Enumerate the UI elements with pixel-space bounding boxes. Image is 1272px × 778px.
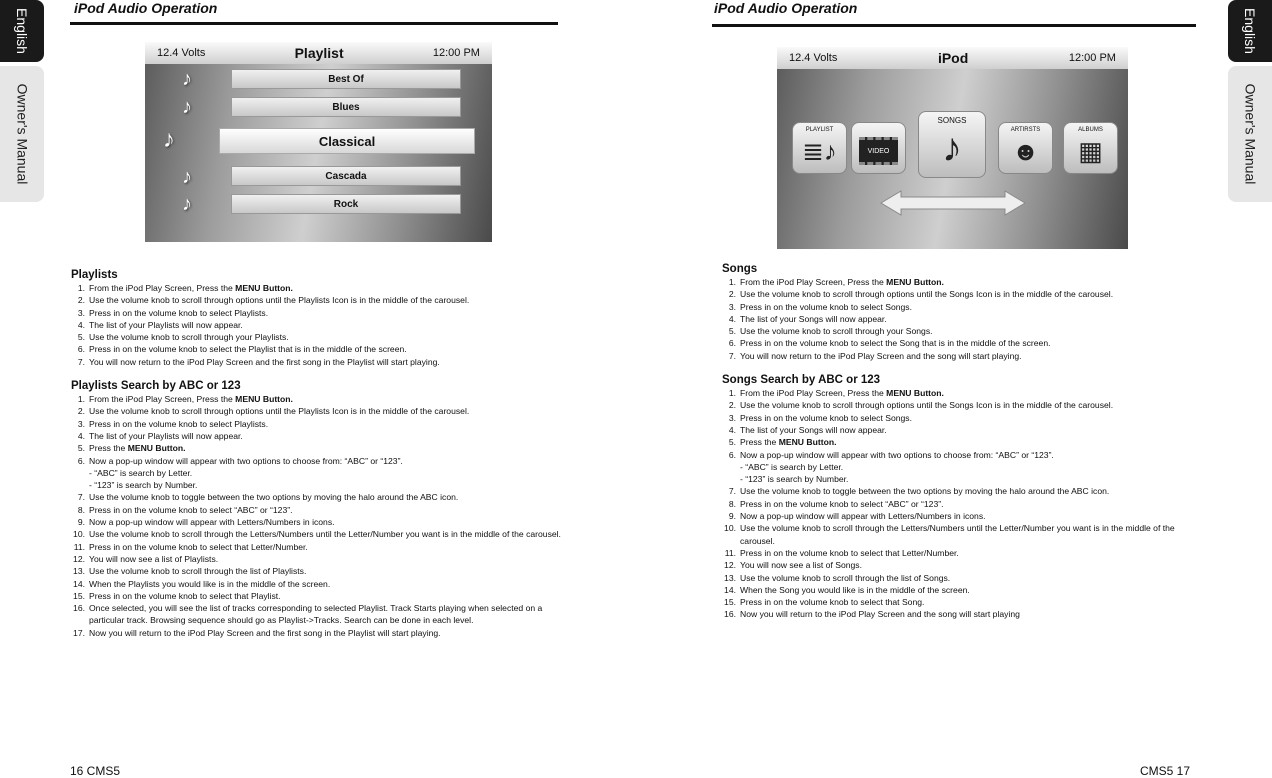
step-number: 13. [73,566,85,577]
step-bold-text: MENU Button. [127,443,186,454]
step-item [71,356,561,368]
step-text: Press in on the volume knob to select Songs. [740,412,912,423]
step-number: 10. [73,529,85,540]
step-number: 2. [77,295,85,306]
step-item [722,288,1192,300]
step-text: Use the volume knob to scroll through your Songs. [740,326,933,337]
step-item [71,307,561,319]
playlist-icon: ≣♪ [802,136,837,166]
step-text: When the Song you would like is in the middle of the screen. [740,584,970,595]
step-text: Press in on the volume knob to select Playlists. [89,307,269,318]
step-text: Use the volume knob to scroll through the Letters/Numbers until the Letter/Number you want is in the middle of the carousel. [89,529,561,540]
step-number: 5. [77,443,85,454]
step-number: 5. [728,437,736,448]
step-number: 3. [77,307,85,318]
step-item [71,393,561,405]
step-text: From the iPod Play Screen, Press the [89,394,236,405]
step-number: 7. [77,356,85,367]
step-number: 9. [77,517,85,528]
step-text: You will now see a list of Playlists. [89,553,219,564]
music-note-icon: ♪ [163,126,175,153]
step-text: Press in on the volume knob to select the Playlist that is in the middle of the screen. [89,344,407,355]
step-item [71,491,561,503]
step-text: The list of your Songs will now appear. [740,424,887,435]
step-number: 2. [77,406,85,417]
step-item [71,331,561,343]
step-number: 13. [724,572,736,583]
playlist-screen [145,42,492,242]
clock: 12:00 PM [432,47,480,59]
playlists-search-section [71,379,561,639]
step-number: 4. [77,319,85,330]
step-number: 10. [724,523,736,534]
step-number: 15. [73,590,85,601]
step-text: Once selected, you will see the list of tracks corresponding to selected Playlist. Track Starts playing when selected on a particular track. Browsing sequence should go as Playlist->Tracks. Search can be done in each level. [89,603,543,626]
step-item [71,418,561,430]
step-item [722,485,1192,497]
step-bold-text: MENU Button. [778,437,837,448]
step-text: When the Playlists you would like is in the middle of the screen. [89,578,331,589]
playlist-item[interactable]: Blues [231,97,461,117]
section-heading: Playlists Search by ABC or 123 [71,380,241,393]
owners-manual-tab: Owner's Manual [1228,66,1272,202]
page-title: iPod Audio Operation [714,0,858,16]
step-text: Press in on the volume knob to select Playlists. [89,418,269,429]
songs-section [722,262,1192,362]
step-number: 6. [728,338,736,349]
step-item [722,313,1192,325]
step-number: 8. [728,498,736,509]
right-text [722,262,1192,621]
step-number: 7. [77,492,85,503]
step-bold-text: MENU Button. [886,388,944,399]
section-heading: Songs [722,263,758,275]
step-number: 1. [77,283,85,293]
step-item [71,282,561,294]
step-item [71,565,561,577]
music-note-icon: ♪ [182,68,192,90]
step-bold-text: MENU Button. [235,283,293,293]
carousel-artists[interactable]: ARTIRSTS ☻ [998,122,1053,174]
step-text: Now a pop-up window will appear with two options to choose from: “ABC” or “123”. [740,449,1054,460]
screen-title: Playlist [294,45,344,61]
step-item [71,442,561,454]
section-heading: Songs Search by ABC or 123 [722,374,881,387]
step-item [722,350,1192,362]
steps-list [71,282,561,368]
step-item [71,627,561,639]
step-number: 8. [77,504,85,515]
step-number: 11. [73,541,85,552]
step-number: 15. [724,597,736,608]
step-number: 1. [728,277,736,287]
step-item [722,276,1192,288]
playlist-item[interactable]: Rock [231,194,461,214]
step-text: Press in on the volume knob to select that Song. [740,597,925,608]
step-item [722,522,1192,547]
step-item [71,516,561,528]
owners-manual-tab: Owner's Manual [0,66,44,202]
clock: 12:00 PM [1068,52,1116,64]
step-number: 6. [77,455,85,466]
status-bar [145,42,492,64]
step-text: Use the volume knob to scroll through your Playlists. [89,332,289,343]
step-text: Press in on the volume knob to select “ABC” or “123”. [89,504,293,515]
carousel-video[interactable]: VIDEO [851,122,906,174]
step-text: From the iPod Play Screen, Press the [740,277,887,287]
music-note-icon: ♪ [942,126,962,170]
step-subitem: - “ABC” is search by Letter. [740,461,844,472]
step-text: You will now return to the iPod Play Screen and the first song in the Playlist will start playing. [89,356,440,367]
playlist-item-selected[interactable]: Classical [219,128,475,154]
step-item [722,436,1192,448]
voltage-readout: 12.4 Volts [789,52,838,64]
step-number: 7. [728,486,736,497]
step-item [722,449,1192,486]
step-text: Now you will return to the iPod Play Screen and the song will start playing [740,609,1020,620]
page-title: iPod Audio Operation [74,0,218,16]
step-item [71,590,561,602]
step-item [722,608,1192,620]
step-text: Now a pop-up window will appear with Letters/Numbers in icons. [89,517,335,528]
step-text: Press in on the volume knob to select that Playlist. [89,590,281,601]
playlists-section [71,268,561,368]
step-number: 12. [724,560,736,571]
english-tab: English [0,0,44,62]
step-item [71,528,561,540]
steps-list [722,387,1192,621]
step-number: 16. [73,603,85,614]
step-subitem: - “123” is search by Number. [89,480,198,491]
step-item [722,547,1192,559]
step-item [722,498,1192,510]
step-bold-text: MENU Button. [235,394,293,405]
step-item [722,399,1192,411]
carousel-playlist[interactable]: PLAYLIST ≣♪ [792,122,847,174]
step-number: 16. [724,609,736,620]
step-text: Now a pop-up window will appear with two options to choose from: “ABC” or “123”. [89,455,403,466]
step-number: 9. [728,511,736,522]
step-text: You will now see a list of Songs. [740,560,862,571]
step-item [71,602,561,627]
scroll-arrow-icon [777,47,1128,249]
step-item [722,572,1192,584]
step-text: Now you will return to the iPod Play Screen and the first song in the Playlist will start playing. [89,627,441,638]
step-text: Use the volume knob to scroll through the list of Playlists. [89,566,307,577]
step-item [71,294,561,306]
step-text: Use the volume knob to scroll through options until the Playlists Icon is in the middle of the carousel. [89,295,470,306]
step-number: 1. [728,388,736,399]
music-note-icon: ♪ [182,166,192,188]
steps-list [722,276,1192,362]
carousel-songs[interactable]: SONGS ♪ [918,111,986,178]
step-text: Use the volume knob to scroll through options until the Songs Icon is in the middle of the carousel. [740,289,1114,300]
step-text: Use the volume knob to scroll through the list of Songs. [740,572,951,583]
step-number: 14. [724,584,736,595]
step-text: The list of your Playlists will now appear. [89,430,243,441]
artist-icon: ☻ [1011,136,1040,166]
step-text: Use the volume knob to scroll through the Letters/Numbers until the Letter/Number you want is in the middle of the carousel. [740,523,1175,546]
albums-icon: ▦ [1078,136,1103,166]
step-item [71,343,561,355]
step-number: 3. [728,301,736,312]
step-text: From the iPod Play Screen, Press the [740,388,887,399]
music-note-icon: ♪ [182,193,192,215]
step-item [722,301,1192,313]
step-text: You will now return to the iPod Play Screen and the song will start playing. [740,350,1022,361]
step-text: The list of your Playlists will now appear. [89,319,243,330]
left-text [71,268,561,639]
step-item [722,424,1192,436]
step-item [722,412,1192,424]
step-text: Now a pop-up window will appear with Letters/Numbers in icons. [740,511,986,522]
step-item [722,584,1192,596]
step-item [71,504,561,516]
playlist-item[interactable]: Best Of [231,69,461,89]
step-item [722,596,1192,608]
step-text: Use the volume knob to scroll through options until the Playlists Icon is in the middle of the carousel. [89,406,470,417]
step-item [71,553,561,565]
step-item [71,455,561,492]
step-number: 5. [728,326,736,337]
step-text: Press in on the volume knob to select Songs. [740,301,912,312]
step-subitem: - “ABC” is search by Letter. [89,467,193,478]
music-note-icon: ♪ [182,96,192,118]
ipod-screen [777,47,1128,249]
step-text: Press the [740,437,779,448]
step-item [71,319,561,331]
step-text: From the iPod Play Screen, Press the [89,283,236,293]
page-footer: CMS5 17 [1140,764,1191,778]
step-number: 2. [728,400,736,411]
step-item [71,578,561,590]
step-text: The list of your Songs will now appear. [740,313,887,324]
step-number: 14. [73,578,85,589]
step-text: Press in on the volume knob to select the Song that is in the middle of the screen. [740,338,1051,349]
step-text: Use the volume knob to toggle between the two options by moving the halo around the ABC icon. [89,492,459,503]
page-footer: 16 CMS5 [70,764,121,778]
step-bold-text: MENU Button. [886,277,944,287]
step-item [722,325,1192,337]
step-number: 3. [728,412,736,423]
step-item [722,559,1192,571]
step-text: Press in on the volume knob to select “ABC” or “123”. [740,498,944,509]
step-number: 17. [73,627,85,638]
step-number: 5. [77,332,85,343]
screen-title: iPod [937,50,969,66]
step-item [71,430,561,442]
playlist-item[interactable]: Cascada [231,166,461,186]
step-number: 6. [728,449,736,460]
steps-list [71,393,561,639]
section-heading: Playlists [71,269,118,281]
step-text: Press the [89,443,128,454]
step-number: 7. [728,350,736,361]
title-rule [712,24,1196,27]
step-item [722,510,1192,522]
step-text: Use the volume knob to scroll through options until the Songs Icon is in the middle of the carousel. [740,400,1114,411]
step-item [722,387,1192,399]
title-rule [70,22,558,25]
step-number: 4. [77,430,85,441]
voltage-readout: 12.4 Volts [157,47,206,59]
step-number: 1. [77,394,85,405]
songs-search-section [722,373,1192,621]
step-item [71,541,561,553]
step-number: 6. [77,344,85,355]
step-number: 11. [724,547,736,558]
carousel-albums[interactable]: ALBUMS ▦ [1063,122,1118,174]
step-number: 4. [728,313,736,324]
step-number: 4. [728,424,736,435]
step-item [722,337,1192,349]
english-tab: English [1228,0,1272,62]
step-text: Press in on the volume knob to select that Letter/Number. [740,547,959,558]
step-number: 2. [728,289,736,300]
step-number: 3. [77,418,85,429]
step-text: Use the volume knob to toggle between the two options by moving the halo around the ABC icon. [740,486,1110,497]
step-text: Press in on the volume knob to select that Letter/Number. [89,541,308,552]
step-subitem: - “123” is search by Number. [740,474,849,485]
step-item [71,405,561,417]
step-number: 12. [73,553,85,564]
